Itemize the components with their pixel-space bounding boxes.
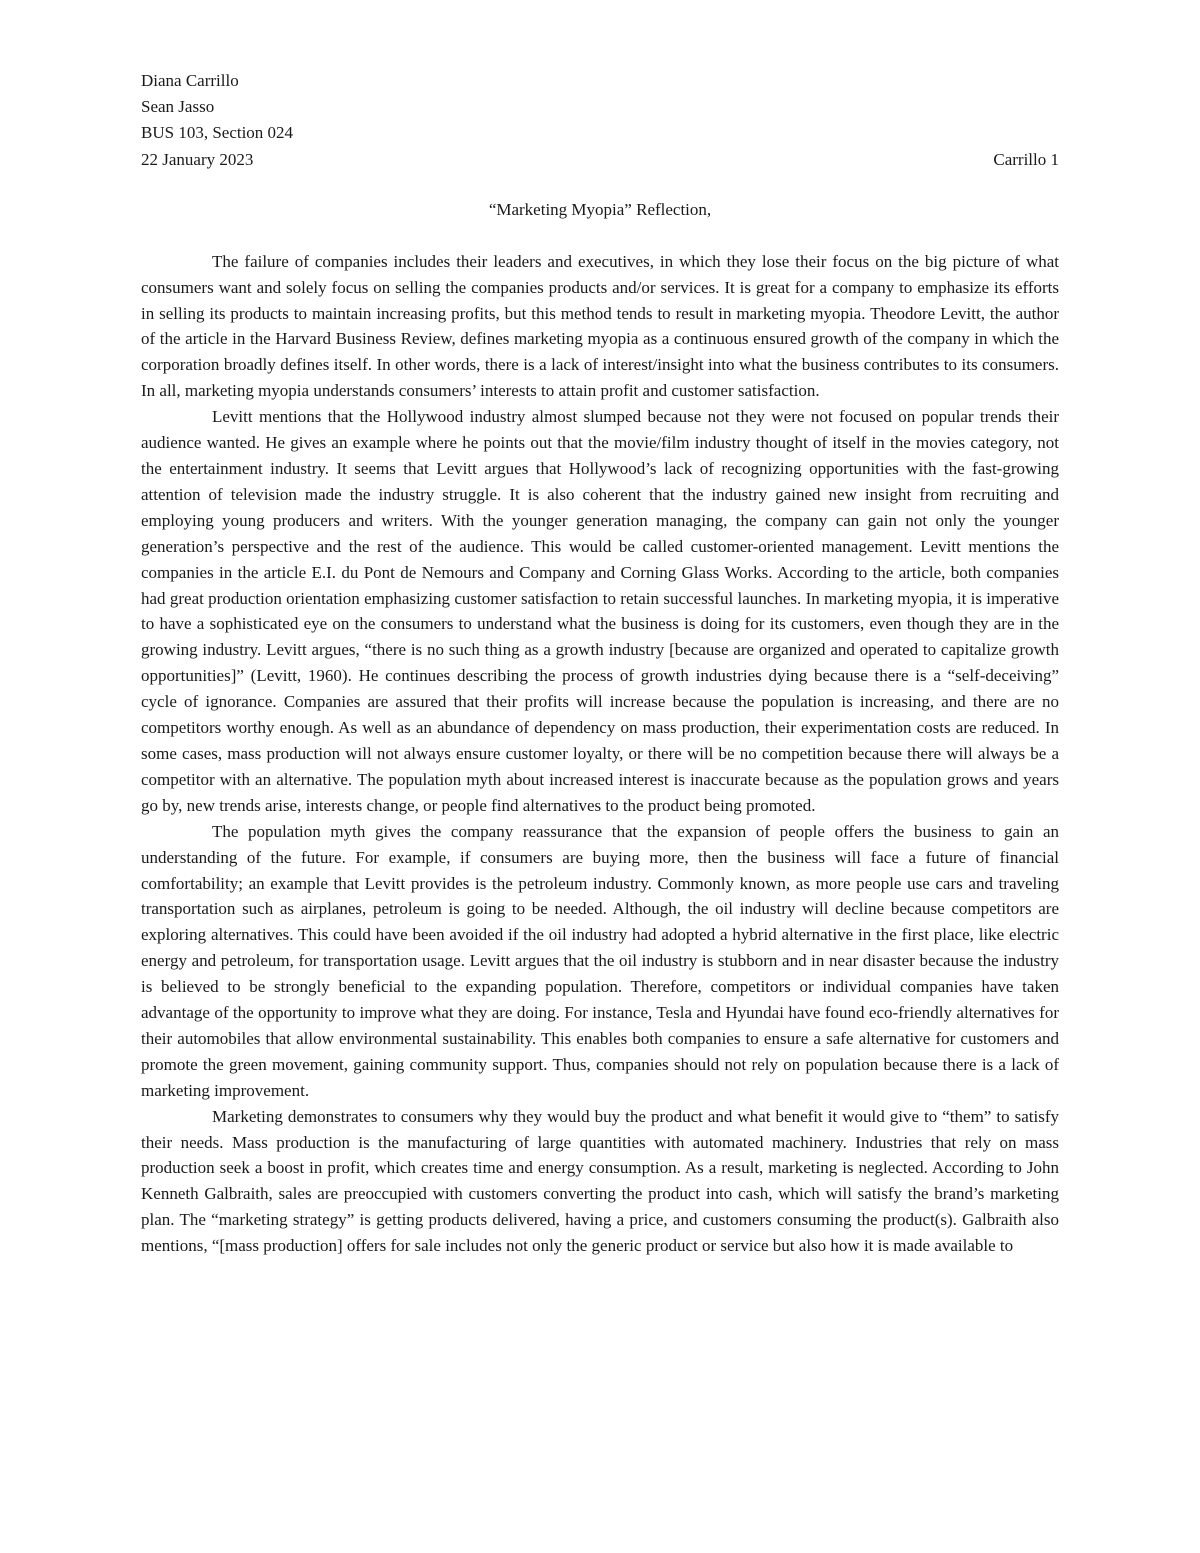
paragraph-1: The failure of companies includes their leaders and executives, in which they lose their focus on the big picture of what consumers want and solely focus on selling the companies products and/or services. It is great for a company to emphasize its efforts in selling its products to maintain increasing profits, but this method tends to result in marketing myopia. Theodore Levitt, the author of the article in the Harvard Business Review, defines marketing myopia as a continuous ensured growth of the company in which the corporation broadly defines itself. In other words, there is a lack of interest/insight into what the business contributes to its consumers. In all, marketing myopia understands consumers’ interests to attain profit and customer satisfaction. [141,251,1059,401]
paragraph-4: Marketing demonstrates to consumers why they would buy the product and what benefit it would give to “them” to satisfy their needs. Mass production is the manufacturing of large quantities with automated machinery. Industries that rely on mass production seek a boost in profit, which creates time and energy consumption. As a result, marketing is neglected. According to John Kenneth Galbraith, sales are preoccupied with customers converting the product into cash, which will satisfy the brand’s marketing plan. The “marketing strategy” is getting products delivered, having a price, and customers consuming the product(s). Galbraith also mentions, “[mass production] offers for sale includes not only the generic product or service but also how it is made available to [141,1106,1059,1256]
instructor-name: Sean Jasso [141,97,215,117]
paragraph-2: Levitt mentions that the Hollywood industry almost slumped because not they were not focused on popular trends their audience wanted. He gives an example where he points out that the movie/film industry thought of itself in the movies category, not the entertainment industry. It seems that Levitt argues that Hollywood’s lack of recognizing opportunities with the fast-growing attention of television made the industry struggle. It is also coherent that the industry gained new insight from recruiting and employing young producers and writers. With the younger generation managing, the company can gain not only the younger generation’s perspective and the rest of the audience. This would be called customer-oriented management. Levitt mentions the companies in the article E.I. du Pont de Nemours and Company and Corning Glass Works. According to the article, both companies had great production orientation emphasizing customer satisfaction to retain successful launches. In marketing myopia, it is imperative to have a sophisticated eye on the consumers to understand what the business is doing for its customers, even though they are in the growing industry. Levitt argues, “there is no such thing as a growth industry [because are organized and operated to capitalize growth opportunities]” (Levitt, 1960). He continues describing the process of growth industries dying because there is a “self-deceiving” cycle of ignorance. Companies are assured that their profits will increase because the population is increasing, and there are no competitors worthy enough. As well as an abundance of dependency on mass production, their experimentation costs are reduced. In some cases, mass production will not always ensure customer loyalty, or there will be no competition because there will always be a competitor with an alternative. The population myth about increased interest is inaccurate because as the population grows and years go by, new trends arise, interests change, or people find alternatives to the product being promoted. [141,407,1059,815]
document-title: “Marketing Myopia” Reflection, [488,199,712,219]
document-date: 22 January 2023 [141,149,254,169]
date-row [141,147,1059,173]
course-section: BUS 103, Section 024 [141,123,294,143]
page-header-label: Carrillo 1 [993,149,1059,169]
paragraph-3: The population myth gives the company reassurance that the expansion of people offers the business to gain an understanding of the future. For example, if consumers are buying more, then the business will face a future of financial comfortability; an example that Levitt provides is the petroleum industry. Commonly known, as more people use cars and traveling transportation such as airplanes, petroleum is going to be needed. Although, the oil industry will decline because competitors are exploring alternatives. This could have been avoided if the oil industry had adopted a hybrid alternative in the first place, like electric energy and petroleum, for transportation usage. Levitt argues that the oil industry is stubborn and in near disaster because the industry is believed to be strongly beneficial to the expanding population. Therefore, competitors or individual companies have taken advantage of the opportunity to improve what they are doing. For instance, Tesla and Hyundai have found eco-friendly alternatives for their automobiles that allow environmental sustainability. This enables both companies to ensure a safe alternative for customers and promote the green movement, gaining community support. Thus, companies should not rely on population because there is a lack of marketing improvement. [141,821,1059,1100]
document-page [141,68,1059,1259]
student-name: Diana Carrillo [141,71,239,90]
